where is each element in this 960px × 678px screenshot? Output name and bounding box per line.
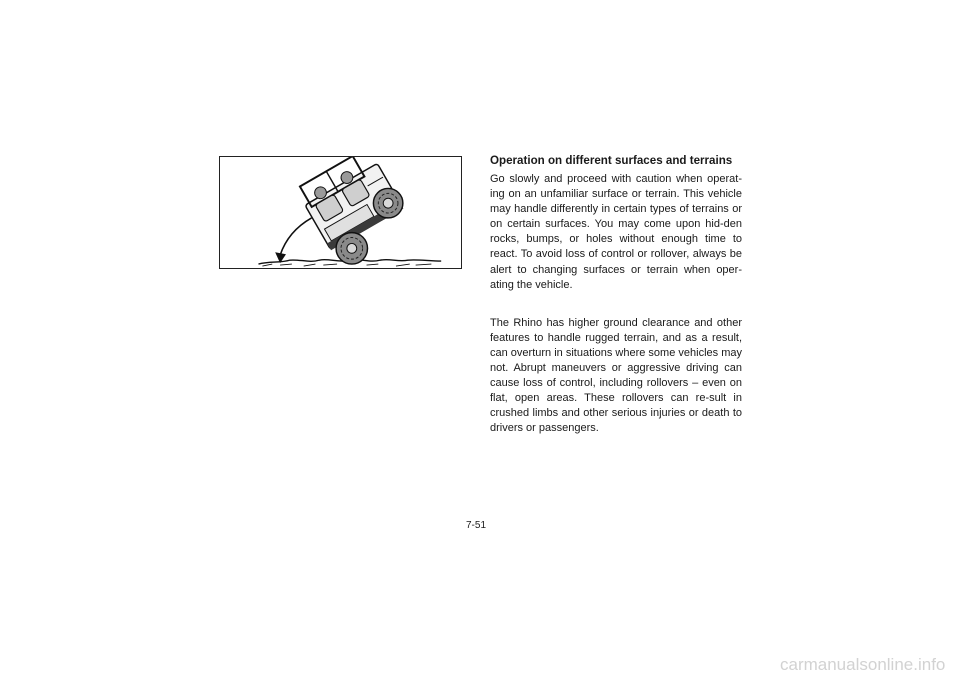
paragraph-caution: Go slowly and proceed with caution when operat-ing on an unfamiliar surface or terrain. This vehicle may handle differently in certain types of terrains or on certain surfaces. You may come upon hid-den rocks, bumps, or holes without enough time to react. To avoid loss of control or rollover, always be alert to changing surfaces or terrain when oper-ating the vehicle. (490, 173, 742, 291)
vehicle-wheel-lower (336, 233, 367, 264)
paragraph-rollover: The Rhino has higher ground clearance and other features to handle rugged terrain, and as a result, can overturn in situations where some vehicles may not. Abrupt maneuvers or aggressive driving can cause loss of control, including rollovers – even on flat, open areas. These rollovers can re-sult in crushed limbs and other serious injuries or death to drivers or passengers. (490, 316, 742, 435)
rollover-arrow-icon (275, 218, 311, 263)
watermark: carmanualsonline.info (780, 655, 946, 674)
rollover-illustration (219, 156, 462, 269)
page-number: 7-51 (466, 520, 487, 531)
text-column (490, 153, 742, 437)
vehicle-wheel-upper (373, 188, 402, 217)
section-heading: Operation on different surfaces and terrains (490, 154, 733, 167)
